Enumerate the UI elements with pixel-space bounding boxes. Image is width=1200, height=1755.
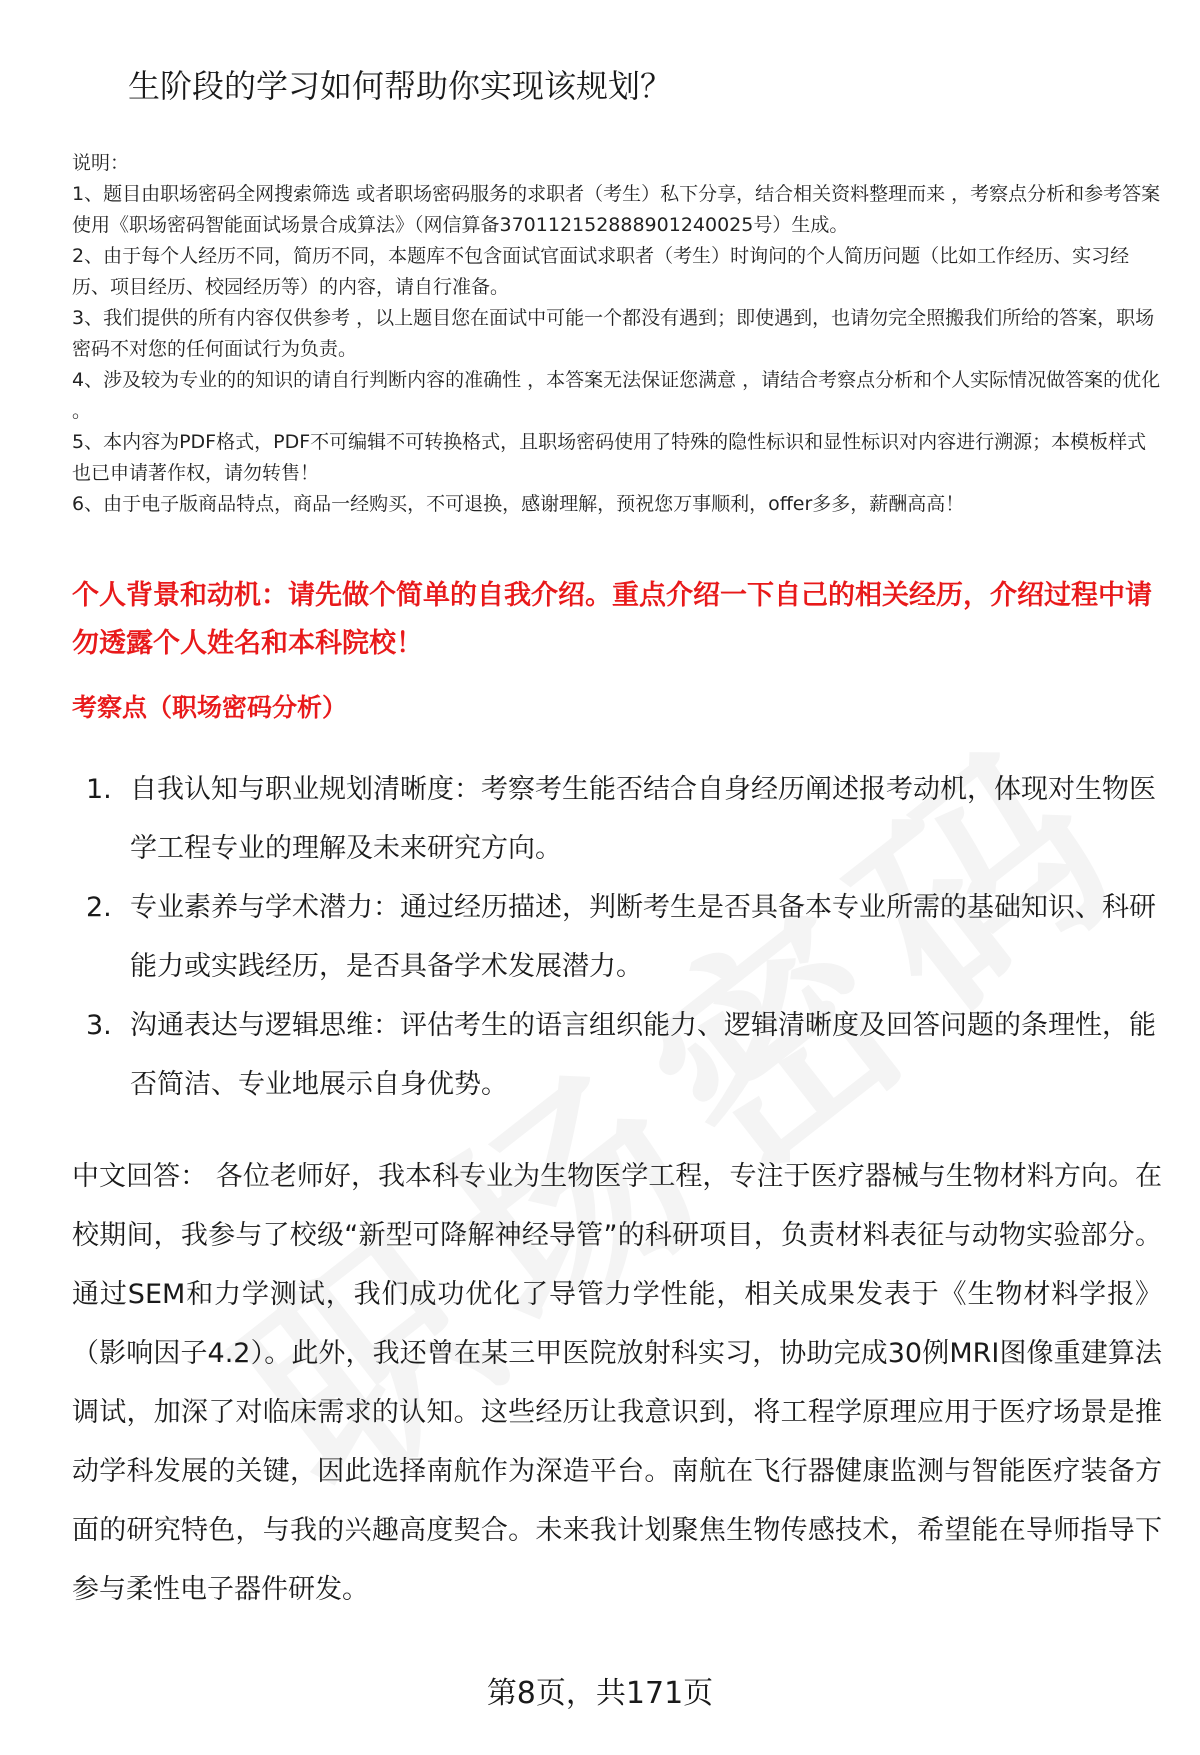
analysis-points bbox=[72, 760, 1172, 1114]
point-text: 沟通表达与逻辑思维：评估考生的语言组织能力、逻辑清晰度及回答问题的条理性，能否简洁、专业地展示自身优势。 bbox=[130, 1010, 1156, 1100]
point-text: 专业素养与学术潜力：通过经历描述，判断考生是否具备本专业所需的基础知识、科研能力或实践经历，是否具备学术发展潜力。 bbox=[130, 892, 1156, 982]
page-number: 第8页，共171页 bbox=[486, 1676, 714, 1711]
analysis-point bbox=[72, 760, 1172, 878]
note-item: 3、我们提供的所有内容仅供参考 ，以上题目您在面试中可能一个都没有遇到；即使遇到，也请勿完全照搬我们所给的答案，职场密码不对您的任何面试行为负责。 bbox=[72, 307, 1155, 360]
analysis-heading: 考察点（职场密码分析） bbox=[72, 693, 348, 722]
analysis-point bbox=[72, 878, 1172, 996]
note-item: 2、由于每个人经历不同，简历不同，本题库不包含面试官面试求职者（考生）时询问的个人简历问题（比如工作经历、实习经历、项目经历、校园经历等）的内容，请自行准备。 bbox=[72, 245, 1130, 298]
point-number: 3. bbox=[86, 1010, 112, 1041]
note-item: 5、本内容为PDF格式，PDF不可编辑不可转换格式，且职场密码使用了特殊的隐性标识和显性标识对内容进行溯源；本模板样式也已申请著作权，请勿转售！ bbox=[72, 431, 1147, 484]
answer-paragraph: 中文回答： 各位老师好，我本科专业为生物医学工程，专注于医疗器械与生物材料方向。在校期间，我参与了校级“新型可降解神经导管”的科研项目，负责材料表征与动物实验部分。通过SEM和力学测试，我们成功优化了导管力学性能，相关成果发表于《生物材料学报》（影响因子4.2）。此外，我还曾在某三甲医院放射科实习，协助完成30例MRI图像重建算法调试，加深了对临床需求的认知。这些经历让我意识到，将工程学原理应用于医疗场景是推动学科发展的关键，因此选择南航作为深造平台。南航在飞行器健康监测与智能医疗装备方面的研究特色，与我的兴趣高度契合。未来我计划聚焦生物传感技术，希望能在导师指导下参与柔性电子器件研发。 bbox=[72, 1161, 1162, 1605]
point-text: 自我认知与职业规划清晰度：考察考生能否结合自身经历阐述报考动机，体现对生物医学工程专业的理解及未来研究方向。 bbox=[130, 774, 1156, 864]
continued-question-title: 生阶段的学习如何帮助你实现该规划？ bbox=[128, 67, 673, 105]
point-number: 1. bbox=[86, 774, 112, 805]
question-heading: 个人背景和动机：请先做个简单的自我介绍。重点介绍一下自己的相关经历，介绍过程中请勿透露个人姓名和本科院校！ bbox=[72, 580, 1152, 659]
notes-heading: 说明： bbox=[72, 152, 130, 174]
analysis-point bbox=[72, 996, 1172, 1114]
note-item: 1、题目由职场密码全网搜索筛选 或者职场密码服务的求职者（考生）私下分享，结合相关资料整理而来 ，考察点分析和参考答案使用《职场密码智能面试场景合成算法》（网信算备370112152888901240025号）生成。 bbox=[72, 183, 1161, 236]
note-item: 6、由于电子版商品特点，商品一经购买，不可退换，感谢理解，预祝您万事顺利，offer多多，薪酬高高！ bbox=[72, 493, 965, 515]
notes-section bbox=[72, 148, 1164, 520]
point-number: 2. bbox=[86, 892, 112, 923]
note-item: 4、涉及较为专业的的知识的请自行判断内容的准确性 ，本答案无法保证您满意 ，请结合考察点分析和个人实际情况做答案的优化 。 bbox=[72, 369, 1161, 422]
